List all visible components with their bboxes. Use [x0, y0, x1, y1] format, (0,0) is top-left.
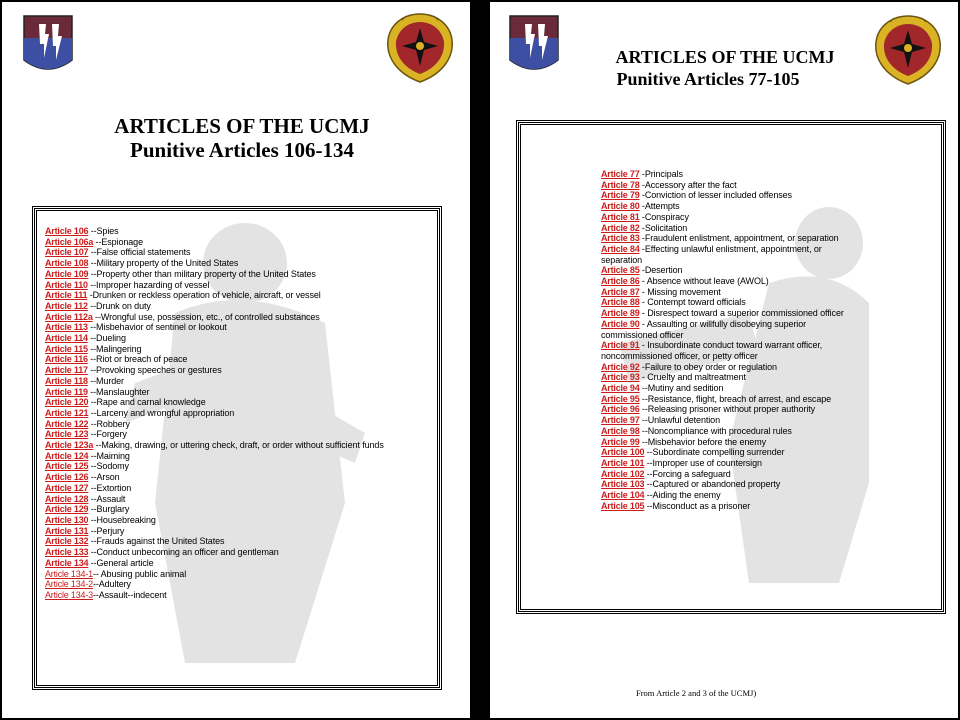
- article-link[interactable]: Article 109: [45, 268, 89, 279]
- article-description: --Subordinate compelling surrender: [644, 447, 785, 458]
- article-link[interactable]: Article 98: [601, 425, 640, 436]
- article-item: [45, 301, 437, 312]
- article-description: --Improper use of countersign: [644, 457, 762, 468]
- article-description: -Solicitation: [639, 222, 688, 233]
- article-description: -Conviction of lesser included offenses: [639, 190, 792, 201]
- article-description: --Captured or abandoned property: [644, 479, 781, 490]
- article-description: --Riot or breach of peace: [87, 354, 188, 365]
- article-description: --Making, drawing, or uttering check, draft, or order without sufficient funds: [93, 440, 384, 451]
- article-link[interactable]: Article 85: [601, 265, 640, 276]
- article-link[interactable]: Article 120: [45, 397, 89, 408]
- article-description: --Manslaughter: [87, 386, 150, 397]
- article-item: [601, 287, 851, 298]
- article-link[interactable]: Article 102: [601, 468, 645, 479]
- article-description: --Perjury: [88, 525, 125, 536]
- article-description: - Absence without leave (AWOL): [639, 276, 769, 287]
- article-item: [601, 383, 851, 394]
- article-link[interactable]: Article 86: [601, 276, 640, 287]
- article-description: -Effecting unlawful enlistment, appointment, or separation: [601, 243, 822, 265]
- article-description: - Contempt toward officials: [639, 297, 746, 308]
- article-item: [45, 472, 437, 483]
- articles-box: [516, 120, 946, 614]
- articles-box: [32, 206, 442, 690]
- article-item: [45, 504, 437, 515]
- article-item: [601, 276, 851, 287]
- article-item: [601, 265, 851, 276]
- article-link[interactable]: Article 92: [601, 361, 640, 372]
- article-link[interactable]: Article 133: [45, 547, 89, 558]
- article-item: [45, 397, 437, 408]
- article-description: --Improper hazarding of vessel: [87, 279, 210, 290]
- article-item: [601, 437, 851, 448]
- article-description: -Drunken or reckless operation of vehicle, aircraft, or vessel: [87, 290, 321, 301]
- article-link[interactable]: Article 124: [45, 450, 89, 461]
- article-link[interactable]: Article 113: [45, 322, 88, 333]
- article-item: [601, 362, 851, 373]
- article-link[interactable]: Article 79: [601, 190, 640, 201]
- article-description: --Unlawful detention: [639, 415, 720, 426]
- article-description: --Sodomy: [88, 461, 129, 472]
- article-link[interactable]: Article 106a: [45, 236, 94, 247]
- article-link[interactable]: Article 134-1: [45, 568, 93, 579]
- article-description: --Larceny and wrongful appropriation: [88, 407, 235, 418]
- article-item: [601, 212, 851, 223]
- article-item: [601, 319, 851, 340]
- article-item: [45, 376, 437, 387]
- article-description: --Malingering: [87, 343, 142, 354]
- article-item: [601, 180, 851, 191]
- article-description: --Burglary: [88, 504, 130, 515]
- title-line: ARTICLES OF THE UCMJ: [114, 114, 370, 138]
- article-item: [601, 308, 851, 319]
- article-link[interactable]: Article 122: [45, 418, 89, 429]
- article-link[interactable]: Article 130: [45, 514, 89, 525]
- article-link[interactable]: Article 114: [45, 333, 88, 344]
- article-item: [45, 547, 437, 558]
- right-page: [490, 2, 958, 718]
- article-item: [45, 344, 437, 355]
- article-item: [45, 247, 437, 258]
- article-description: - Missing movement: [639, 286, 721, 297]
- page-title: [42, 114, 442, 162]
- article-description: --Misbehavior before the enemy: [639, 436, 766, 447]
- article-description: --Frauds against the United States: [88, 536, 225, 547]
- article-description: - Insubordinate conduct toward warrant officer, noncommissioned officer, or petty officer: [601, 340, 823, 361]
- article-link[interactable]: Article 125: [45, 461, 89, 472]
- article-description: -- Abusing public animal: [92, 568, 187, 579]
- article-item: [45, 536, 437, 547]
- article-item: [601, 297, 851, 308]
- article-description: -Desertion: [639, 265, 683, 276]
- article-link[interactable]: Article 82: [601, 222, 640, 233]
- subtitle-line: Punitive Articles 106-134: [130, 138, 354, 162]
- article-description: - Disrespect toward a superior commissioned officer: [639, 308, 844, 319]
- articles-list: [45, 226, 437, 601]
- article-link[interactable]: Article 127: [45, 482, 89, 493]
- article-description: --Assault--indecent: [92, 589, 167, 600]
- article-description: -Accessory after the fact: [639, 179, 737, 190]
- article-description: -Failure to obey order or regulation: [639, 361, 777, 372]
- article-description: -Conspiracy: [639, 211, 689, 222]
- article-link[interactable]: Article 131: [45, 525, 89, 536]
- article-item: [45, 590, 437, 601]
- article-description: --General article: [88, 557, 154, 568]
- article-item: [45, 333, 437, 344]
- article-link[interactable]: Article 134-3: [45, 589, 93, 600]
- article-link[interactable]: Article 96: [601, 404, 640, 415]
- article-item: [45, 354, 437, 365]
- article-item: [601, 223, 851, 234]
- article-item: [45, 579, 437, 590]
- left-page: [2, 2, 470, 718]
- article-link[interactable]: Article 94: [601, 383, 640, 394]
- articles-list: [601, 169, 851, 512]
- article-item: [601, 501, 851, 512]
- article-link[interactable]: Article 134: [45, 557, 89, 568]
- article-item: [601, 372, 851, 383]
- article-description: -Attempts: [639, 201, 680, 212]
- article-description: - Assaulting or willfully disobeying superior commissioned officer: [601, 318, 807, 340]
- article-item: [45, 419, 437, 430]
- article-description: --Releasing prisoner without proper authority: [639, 404, 816, 415]
- article-link[interactable]: Article 106: [45, 226, 89, 236]
- article-link[interactable]: Article 84: [601, 243, 640, 254]
- article-link[interactable]: Article 115: [45, 343, 88, 354]
- article-item: [45, 526, 437, 537]
- article-description: --Assault: [88, 493, 126, 504]
- article-item: [601, 415, 851, 426]
- article-item: [601, 201, 851, 212]
- article-link[interactable]: Article 93: [601, 372, 640, 383]
- article-link[interactable]: Article 128: [45, 493, 89, 504]
- article-description: --Wrongful use, possession, etc., of controlled substances: [92, 311, 320, 322]
- article-link[interactable]: Article 100: [601, 447, 645, 458]
- article-item: [45, 461, 437, 472]
- article-link[interactable]: Article 81: [601, 211, 640, 222]
- article-link[interactable]: Article 95: [601, 393, 640, 404]
- trust-labor-courage-crest-icon: [872, 14, 944, 86]
- article-link[interactable]: Article 123a: [45, 440, 94, 451]
- unit-patch-icon: [22, 14, 74, 78]
- article-link[interactable]: Article 88: [601, 297, 640, 308]
- article-link[interactable]: Article 110: [45, 279, 88, 290]
- article-link[interactable]: Article 123: [45, 429, 89, 440]
- article-item: [45, 312, 437, 323]
- article-link[interactable]: Article 132: [45, 536, 89, 547]
- article-description: --Robbery: [88, 418, 130, 429]
- article-link[interactable]: Article 99: [601, 436, 640, 447]
- article-item: [45, 387, 437, 398]
- article-link[interactable]: Article 126: [45, 472, 89, 483]
- article-link[interactable]: Article 117: [45, 365, 88, 376]
- article-description: -Principals: [639, 169, 683, 179]
- article-item: [45, 365, 437, 376]
- article-link[interactable]: Article 90: [601, 318, 640, 329]
- article-description: --Adultery: [92, 579, 131, 590]
- article-description: --Forcing a safeguard: [644, 468, 731, 479]
- article-description: --Espionage: [93, 236, 143, 247]
- article-description: --Provoking speeches or gestures: [87, 365, 222, 376]
- article-link[interactable]: Article 87: [601, 286, 640, 297]
- article-item: [601, 458, 851, 469]
- article-description: --Resistance, flight, breach of arrest, and escape: [639, 393, 832, 404]
- article-item: [45, 322, 437, 333]
- article-description: --Forgery: [88, 429, 127, 440]
- article-description: --Housebreaking: [88, 514, 156, 525]
- article-item: [601, 340, 851, 361]
- article-item: [601, 233, 851, 244]
- article-item: [45, 483, 437, 494]
- trust-labor-courage-crest-icon: [384, 12, 456, 84]
- article-description: --Military property of the United States: [88, 258, 239, 269]
- article-link[interactable]: Article 91: [601, 340, 640, 351]
- article-item: [601, 469, 851, 480]
- article-item: [45, 408, 437, 419]
- article-item: [601, 426, 851, 437]
- article-item: [45, 226, 437, 237]
- article-item: [45, 258, 437, 269]
- article-description: --Maiming: [88, 450, 130, 461]
- article-item: [601, 447, 851, 458]
- article-link[interactable]: Article 104: [601, 490, 645, 501]
- article-link[interactable]: Article 121: [45, 407, 89, 418]
- article-link[interactable]: Article 108: [45, 258, 89, 269]
- article-link[interactable]: Article 112a: [45, 311, 93, 322]
- article-description: --Property other than military property of the United States: [88, 268, 316, 279]
- article-description: --Conduct unbecoming an officer and gentleman: [88, 547, 279, 558]
- article-item: [45, 558, 437, 569]
- article-item: [601, 490, 851, 501]
- article-description: --Misconduct as a prisoner: [644, 500, 751, 511]
- article-link[interactable]: Article 89: [601, 308, 640, 319]
- article-item: [45, 494, 437, 505]
- article-description: --Extortion: [88, 482, 132, 493]
- article-item: [601, 190, 851, 201]
- article-link[interactable]: Article 80: [601, 201, 640, 212]
- article-link[interactable]: Article 118: [45, 375, 88, 386]
- article-item: [601, 479, 851, 490]
- page-title: [580, 46, 870, 90]
- article-item: [45, 237, 437, 248]
- article-description: --Mutiny and sedition: [639, 383, 724, 394]
- article-link[interactable]: Article 83: [601, 233, 640, 244]
- article-link[interactable]: Article 119: [45, 386, 88, 397]
- article-link[interactable]: Article 107: [45, 247, 89, 258]
- article-description: --Misbehavior of sentinel or lookout: [87, 322, 227, 333]
- article-description: --Noncompliance with procedural rules: [639, 425, 792, 436]
- article-link[interactable]: Article 103: [601, 479, 645, 490]
- article-description: - Cruelty and maltreatment: [639, 372, 746, 383]
- article-link[interactable]: Article 105: [601, 500, 645, 511]
- article-item: [45, 440, 437, 451]
- article-link[interactable]: Article 97: [601, 415, 640, 426]
- article-link[interactable]: Article 78: [601, 179, 640, 190]
- article-item: [45, 429, 437, 440]
- article-item: [601, 404, 851, 415]
- article-description: --Arson: [88, 472, 120, 483]
- article-link[interactable]: Article 134-2: [45, 579, 93, 590]
- article-item: [45, 290, 437, 301]
- article-link[interactable]: Article 116: [45, 354, 88, 365]
- article-item: [45, 569, 437, 580]
- article-description: --Dueling: [87, 333, 126, 344]
- article-item: [45, 515, 437, 526]
- subtitle-line: Punitive Articles 77-105: [616, 69, 800, 89]
- article-link[interactable]: Article 129: [45, 504, 89, 515]
- article-description: --Spies: [88, 226, 119, 236]
- article-item: [45, 280, 437, 291]
- article-item: [45, 451, 437, 462]
- article-description: --False official statements: [88, 247, 191, 258]
- article-item: [601, 169, 851, 180]
- article-description: --Rape and carnal knowledge: [88, 397, 206, 408]
- article-item: [601, 394, 851, 405]
- article-description: -Fraudulent enlistment, appointment, or separation: [639, 233, 839, 244]
- article-item: [45, 269, 437, 280]
- article-description: --Drunk on duty: [87, 300, 151, 311]
- article-link[interactable]: Article 112: [45, 300, 88, 311]
- title-line: ARTICLES OF THE UCMJ: [615, 47, 835, 67]
- article-link[interactable]: Article 77: [601, 169, 640, 179]
- footer-note: From Article 2 and 3 of the UCMJ): [636, 688, 757, 698]
- article-link[interactable]: Article 111: [45, 290, 88, 301]
- article-description: --Aiding the enemy: [644, 490, 721, 501]
- article-link[interactable]: Article 101: [601, 457, 645, 468]
- article-description: --Murder: [87, 375, 124, 386]
- article-item: [601, 244, 851, 265]
